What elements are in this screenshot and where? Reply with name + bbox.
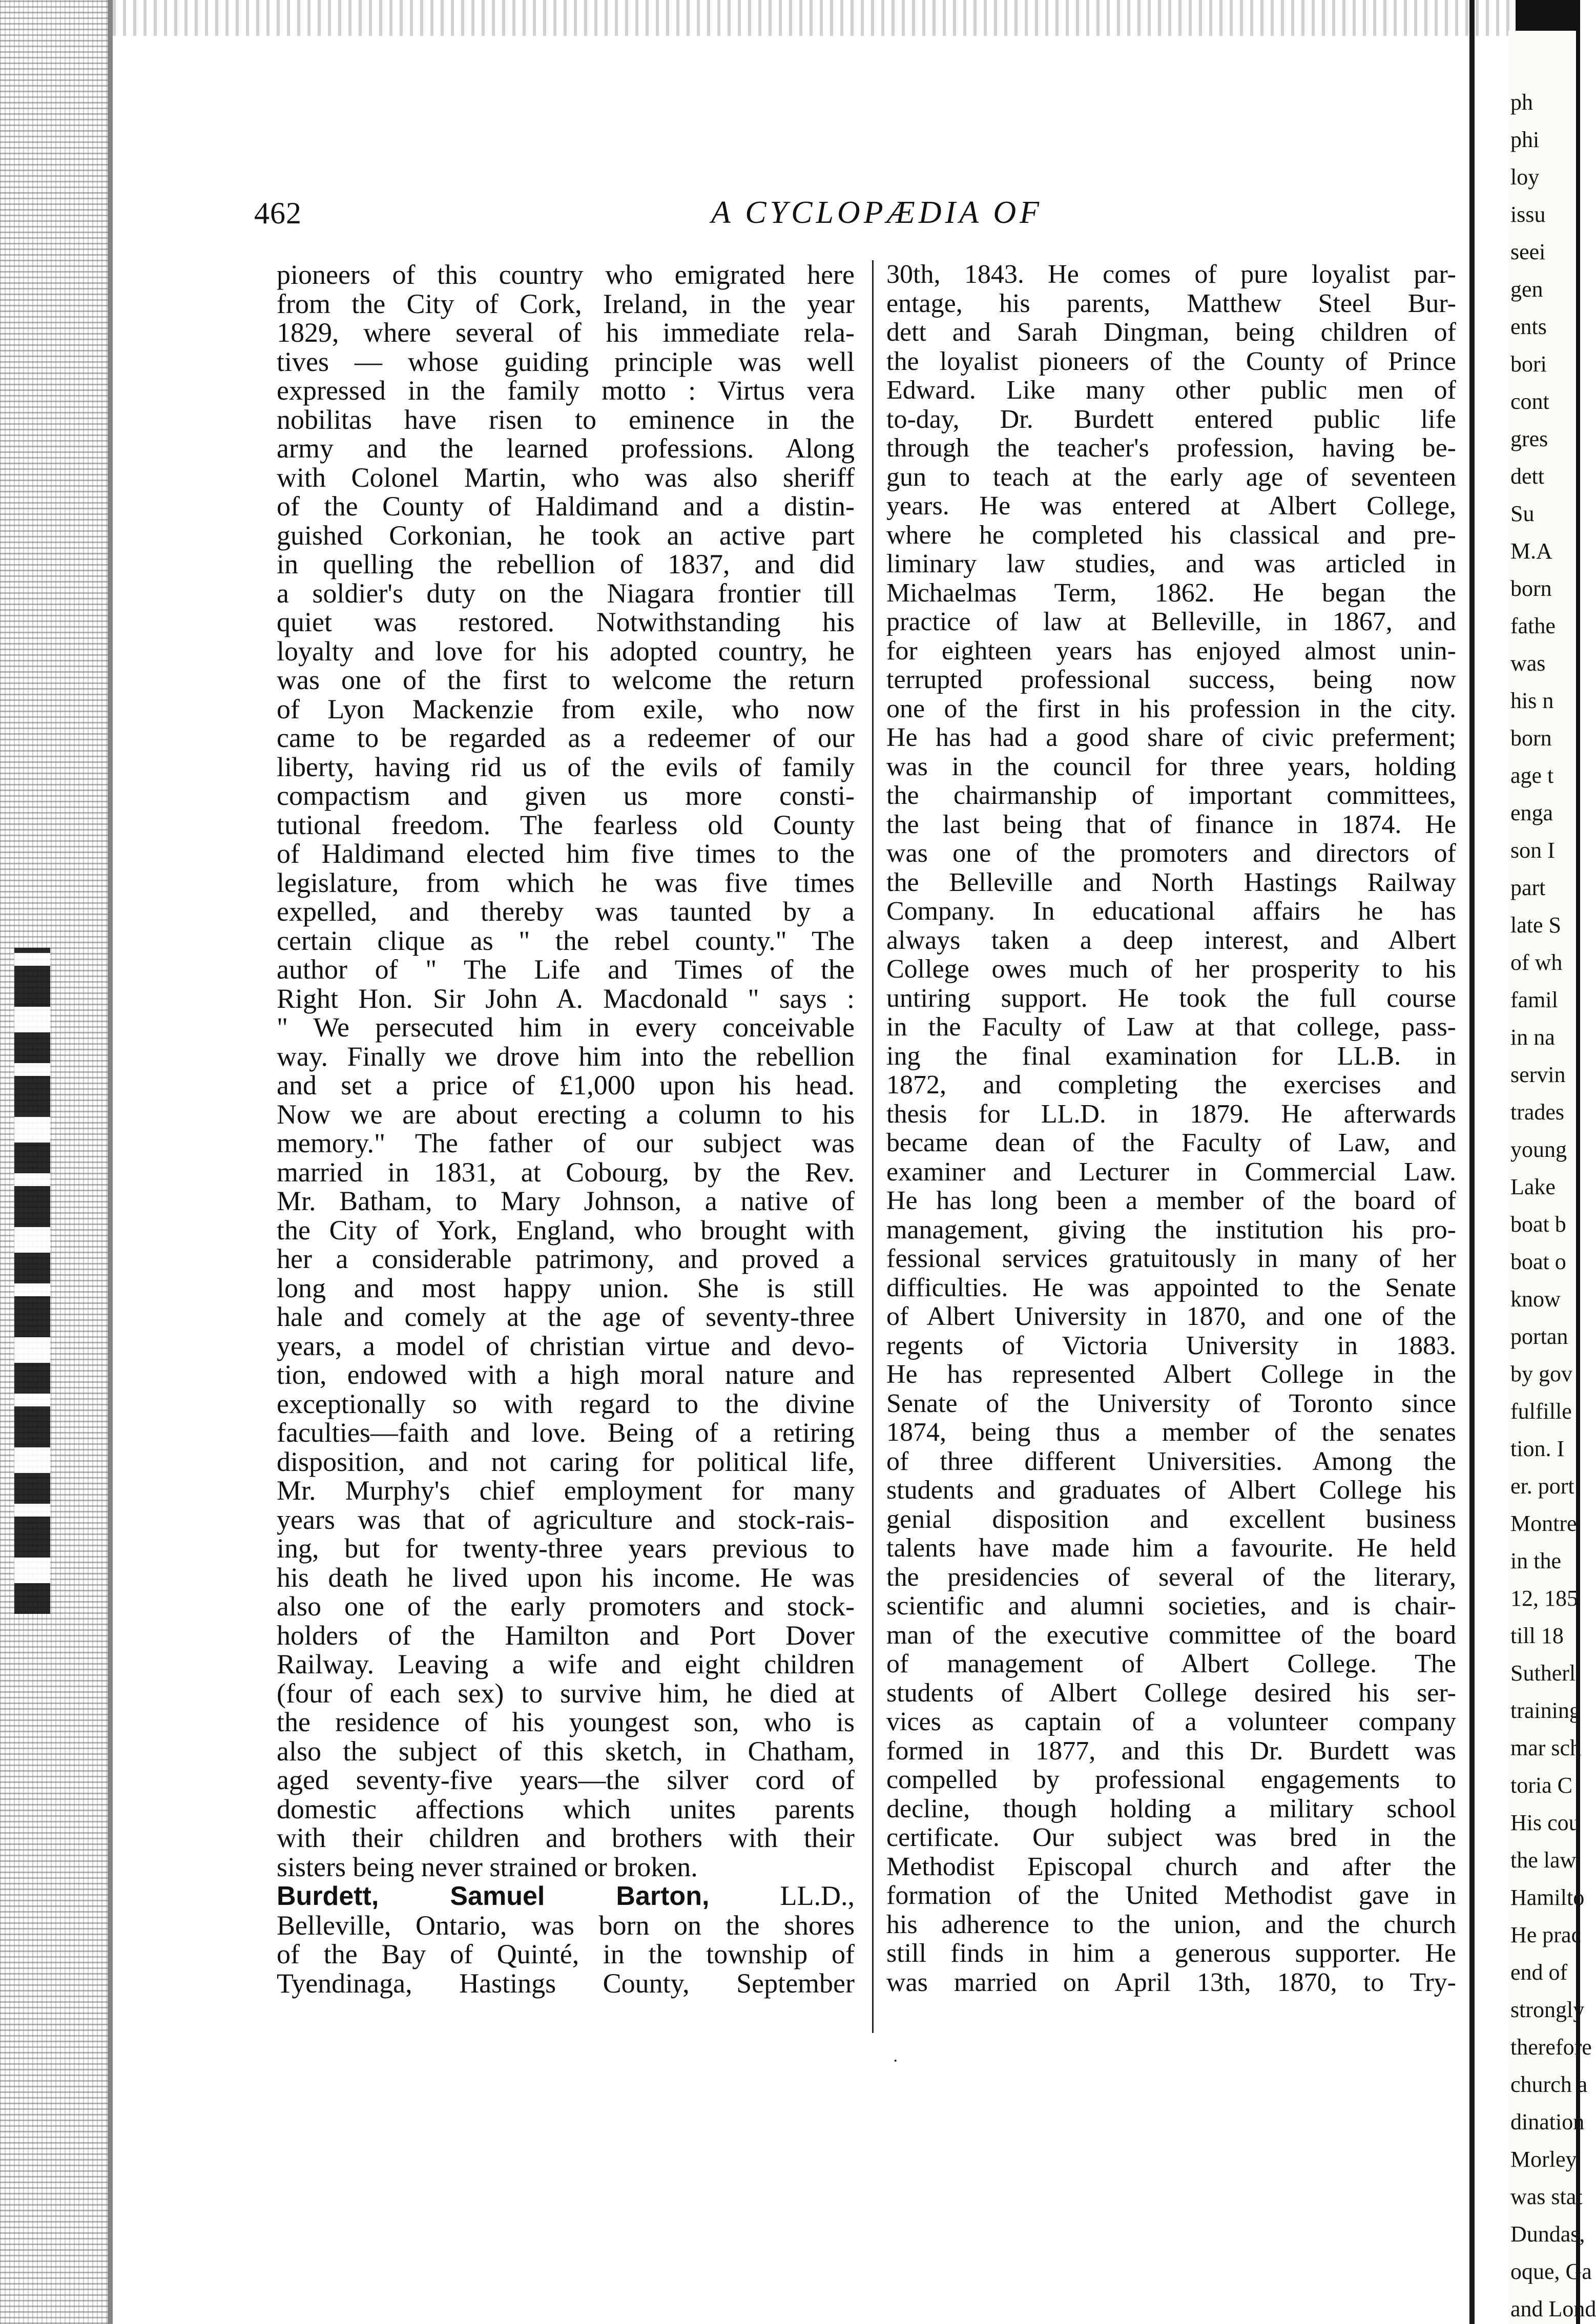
text-line: Right Hon. Sir John A. Macdonald " says : — [277, 983, 855, 1014]
text-line: domestic affections which unites parents — [277, 1793, 855, 1824]
text-line: pioneers of this country who emigrated here — [277, 259, 855, 290]
fragment-line: end of — [1510, 1960, 1568, 1985]
text-line: talents have made him a favourite. He held — [886, 1533, 1456, 1563]
fragment-line: the law — [1510, 1848, 1577, 1873]
fragment-line: trades — [1510, 1099, 1565, 1125]
text-line: the chairmanship of important committees, — [886, 781, 1456, 810]
fragment-line: by gov — [1510, 1361, 1572, 1386]
text-line: to-day, Dr. Burdett entered public life — [886, 404, 1456, 434]
text-line: of the County of Haldimand and a distin- — [277, 491, 855, 522]
fragment-line: Lake — [1510, 1174, 1556, 1199]
text-line: was in the council for three years, holding — [886, 752, 1456, 781]
text-line: man of the executive committee of the board — [886, 1620, 1456, 1650]
entry-heading — [277, 1881, 855, 1911]
text-line: regents of Victoria University in 1883. — [886, 1331, 1456, 1360]
text-line: of the Bay of Quinté, in the township of — [277, 1939, 855, 1969]
text-line: her a considerable patrimony, and proved a — [277, 1243, 855, 1274]
text-line: married in 1831, at Cobourg, by the Rev. — [277, 1156, 855, 1188]
fragment-line: in na — [1510, 1025, 1555, 1050]
fragment-line: in the — [1510, 1548, 1561, 1573]
text-line: ing, but for twenty-three years previous to — [277, 1533, 855, 1564]
text-line: scientific and alumni societies, and is chair- — [886, 1591, 1456, 1621]
text-line: Belleville, Ontario, was born on the shores — [277, 1910, 855, 1941]
text-line: was one of the promoters and directors of — [886, 839, 1456, 868]
text-line: where he completed his classical and pre- — [886, 520, 1456, 550]
fragment-line: Hamilto — [1510, 1885, 1585, 1910]
text-line: He has represented Albert College in the — [886, 1360, 1456, 1389]
text-line: Mr. Batham, to Mary Johnson, a native of — [277, 1186, 855, 1216]
text-line: a soldier's duty on the Niagara frontier till — [277, 577, 855, 609]
text-line: tion, endowed with a high moral nature and — [277, 1359, 855, 1390]
text-line: He has had a good share of civic preferment; — [886, 723, 1456, 752]
text-line: the residence of his youngest son, who is — [277, 1707, 855, 1737]
text-line: in the Faculty of Law at that college, pass- — [886, 1012, 1456, 1042]
text-line: Senate of the University of Toronto since — [886, 1388, 1456, 1418]
fragment-line: enga — [1510, 800, 1553, 825]
text-line: College owes much of her prosperity to his — [886, 955, 1456, 984]
fragment-line: phi — [1510, 127, 1540, 152]
text-line: came to be regarded as a redeemer of our — [277, 722, 855, 753]
fragment-line: till 18 — [1510, 1623, 1564, 1648]
text-line: and set a price of £1,000 upon his head. — [277, 1070, 855, 1101]
fragment-line: loy — [1510, 164, 1540, 190]
fragment-line: dination — [1510, 2109, 1585, 2134]
text-line: certain clique as " the rebel county." The — [277, 925, 855, 956]
text-line: vices as captain of a volunteer company — [886, 1707, 1456, 1736]
text-line: memory." The father of our subject was — [277, 1128, 855, 1158]
text-line: certificate. Our subject was bred in the — [886, 1823, 1456, 1852]
fragment-line: church a — [1510, 2072, 1588, 2097]
fragment-line: gres — [1510, 426, 1548, 451]
fragment-line: therefore — [1510, 2035, 1592, 2060]
text-line: Methodist Episcopal church and after the — [886, 1852, 1456, 1881]
text-line: legislature, from which he was five times — [277, 867, 855, 898]
text-line: the City of York, England, who brought with — [277, 1214, 855, 1246]
text-line: army and the learned professions. Along — [277, 433, 855, 464]
fragment-line: er. port — [1510, 1474, 1574, 1499]
fragment-line: born — [1510, 725, 1552, 751]
fragment-line: dett — [1510, 464, 1544, 489]
fragment-line: issu — [1510, 202, 1546, 227]
text-line: always taken a deep interest, and Albert — [886, 925, 1456, 955]
fragment-line: born — [1510, 576, 1552, 601]
fragment-line: late S — [1510, 912, 1561, 938]
text-line: thesis for LL.D. in 1879. He afterwards — [886, 1099, 1456, 1129]
fragment-line: toria C — [1510, 1773, 1572, 1798]
text-line: guished Corkonian, he took an active part — [277, 520, 855, 551]
text-line: 1872, and completing the exercises and — [886, 1070, 1456, 1099]
fragment-line: boat o — [1510, 1249, 1566, 1274]
text-line: compactism and given us more consti- — [277, 780, 855, 811]
fragment-line: seei — [1510, 239, 1546, 264]
fragment-line: famil — [1510, 987, 1558, 1012]
page-number: 462 — [254, 196, 302, 230]
text-line: difficulties. He was appointed to the Senate — [886, 1273, 1456, 1302]
text-line: sisters being never strained or broken. — [277, 1851, 698, 1882]
text-line: entage, his parents, Matthew Steel Bur- — [886, 288, 1456, 318]
text-line: one of the first in his profession in the city. — [886, 694, 1456, 723]
text-line: Company. In educational affairs he has — [886, 897, 1456, 926]
text-line: exceptionally so with regard to the divine — [277, 1388, 855, 1419]
text-line: also one of the early promoters and stock- — [277, 1591, 855, 1622]
fragment-line: cont — [1510, 389, 1549, 414]
text-line: author of " The Life and Times of the — [277, 954, 855, 985]
scan-top-edge — [113, 0, 1580, 36]
text-line: Railway. Leaving a wife and eight children — [277, 1649, 855, 1679]
fragment-line: portan — [1510, 1324, 1568, 1349]
text-line: of Lyon Mackenzie from exile, who now — [277, 693, 855, 724]
ink-dot: · — [893, 2051, 899, 2070]
text-line: the loyalist pioneers of the County of Prince — [886, 346, 1456, 376]
text-line: expressed in the family motto : Virtus vera — [277, 375, 855, 406]
text-line: was married on April 13th, 1870, to Try- — [886, 1967, 1456, 1997]
text-line: long and most happy union. She is still — [277, 1272, 855, 1303]
text-line: tutional freedom. The fearless old County — [277, 809, 855, 840]
text-line: of three different Universities. Among the — [886, 1446, 1456, 1476]
fragment-line: part — [1510, 875, 1546, 900]
text-line: compelled by professional engagements to — [886, 1765, 1456, 1794]
text-line: years. He was entered at Albert College, — [886, 491, 1456, 521]
text-line: holders of the Hamilton and Port Dover — [277, 1620, 855, 1651]
fragment-line: fulfille — [1510, 1399, 1572, 1424]
fragment-line: mar sch — [1510, 1735, 1582, 1760]
entry-name: Burdett, Samuel Barton, — [277, 1881, 710, 1911]
fragment-line: gen — [1510, 277, 1543, 302]
text-line: " We persecuted him in every conceivable — [277, 1012, 855, 1043]
scan-binding-marks — [14, 948, 50, 1614]
text-line: formed in 1877, and this Dr. Burdett was — [886, 1736, 1456, 1766]
fragment-line: fathe — [1510, 613, 1556, 638]
text-line: for eighteen years has enjoyed almost unin- — [886, 636, 1456, 666]
adjacent-page-fragment — [1508, 31, 1596, 2324]
left-column — [277, 260, 855, 1998]
fragment-line: ents — [1510, 314, 1547, 339]
text-line: formation of the United Methodist gave in — [886, 1881, 1456, 1910]
text-line: liberty, having rid us of the evils of family — [277, 751, 855, 782]
text-line: examiner and Lecturer in Commercial Law. — [886, 1157, 1456, 1187]
text-line: students of Albert College desired his ser- — [886, 1678, 1456, 1708]
entry-degree: LL.D., — [709, 1880, 855, 1911]
text-line: practice of law at Belleville, in 1867, and — [886, 607, 1456, 636]
text-line: the Belleville and North Hastings Railway — [886, 867, 1456, 897]
text-line: way. Finally we drove him into the rebellion — [277, 1041, 855, 1072]
text-line: expelled, and thereby was taunted by a — [277, 896, 855, 927]
running-head: A CYCLOPÆDIA OF — [711, 195, 1043, 230]
text-line: of Haldimand elected him five times to the — [277, 838, 855, 869]
text-line: tives — whose guiding principle was well — [277, 346, 855, 377]
text-line: fessional services gratuitously in many of her — [886, 1244, 1456, 1273]
text-line: terrupted professional success, being now — [886, 665, 1456, 694]
fragment-line: tion. I — [1510, 1436, 1565, 1461]
text-line: He has long been a member of the board of — [886, 1186, 1456, 1215]
text-line: his death he lived upon his income. He was — [277, 1562, 855, 1593]
text-line: Mr. Murphy's chief employment for many — [277, 1475, 855, 1506]
fragment-line: He prac — [1510, 1922, 1582, 1947]
text-line: dett and Sarah Dingman, being children of — [886, 318, 1456, 347]
fragment-line: M.A — [1510, 538, 1552, 564]
text-line: faculties—faith and love. Being of a retiring — [277, 1417, 855, 1448]
text-line: students and graduates of Albert College his — [886, 1476, 1456, 1505]
fragment-line: was stat — [1510, 2184, 1583, 2209]
text-line: genial disposition and excellent business — [886, 1504, 1456, 1534]
fragment-line: was — [1510, 651, 1546, 676]
text-line: the last being that of finance in 1874. He — [886, 810, 1456, 839]
fragment-line: son I — [1510, 838, 1555, 863]
page-gutter — [1469, 0, 1475, 2324]
text-line: through the teacher's profession, having be- — [886, 433, 1456, 463]
text-line: became dean of the Faculty of Law, and — [886, 1128, 1456, 1157]
text-line: of Albert University in 1870, and one of the — [886, 1302, 1456, 1331]
fragment-line: oque, Ga — [1510, 2259, 1592, 2284]
text-line: disposition, and not caring for political life, — [277, 1446, 855, 1477]
text-line: 1829, where several of his immediate rela- — [277, 317, 855, 348]
text-line: aged seventy-five years—the silver cord of — [277, 1765, 855, 1795]
fragment-line: of wh — [1510, 950, 1563, 975]
fragment-line: Sutherl — [1510, 1661, 1576, 1686]
text-line: in quelling the rebellion of 1837, and did — [277, 549, 855, 579]
text-line: nobilitas have risen to eminence in the — [277, 404, 855, 435]
right-column — [886, 260, 1456, 1997]
column-divider — [872, 260, 874, 2033]
text-line: Michaelmas Term, 1862. He began the — [886, 578, 1456, 608]
text-line: from the City of Cork, Ireland, in the year — [277, 288, 855, 319]
fragment-line: strongly — [1510, 1997, 1585, 2022]
fragment-line: Dundas, — [1510, 2222, 1585, 2247]
fragment-line: ph — [1510, 90, 1533, 115]
fragment-line: boat b — [1510, 1212, 1566, 1237]
text-line: his adherence to the union, and the church — [886, 1910, 1456, 1939]
text-line: the presidencies of several of the literary, — [886, 1562, 1456, 1592]
fragment-line: servin — [1510, 1062, 1566, 1087]
text-line: years was that of agriculture and stock-rais- — [277, 1504, 855, 1535]
text-line: Now we are about erecting a column to his — [277, 1098, 855, 1130]
fragment-line: young — [1510, 1137, 1567, 1162]
fragment-line: age t — [1510, 763, 1554, 788]
text-line: with Colonel Martin, who was also sheriff — [277, 462, 855, 493]
text-line: with their children and brothers with their — [277, 1822, 855, 1853]
text-line: ing the final examination for LL.B. in — [886, 1041, 1456, 1071]
text-line: gun to teach at the early age of seventeen — [886, 462, 1456, 492]
text-line: quiet was restored. Notwithstanding his — [277, 607, 855, 637]
text-line: loyalty and love for his adopted country, he — [277, 635, 855, 667]
text-line: still finds in him a generous supporter. He — [886, 1939, 1456, 1968]
fragment-line: 12, 185 — [1510, 1586, 1578, 1611]
text-line: was one of the first to welcome the return — [277, 665, 855, 695]
text-line: of management of Albert College. The — [886, 1649, 1456, 1678]
text-line: 1874, being thus a member of the senates — [886, 1418, 1456, 1447]
fragment-line: and Lond — [1510, 2296, 1596, 2321]
fragment-line: Montre — [1510, 1511, 1577, 1536]
fragment-line: his n — [1510, 688, 1554, 713]
text-line: liminary law studies, and was articled in — [886, 549, 1456, 578]
text-line: management, giving the institution his pro- — [886, 1215, 1456, 1244]
text-line: Edward. Like many other public men of — [886, 376, 1456, 405]
text-line: (four of each sex) to survive him, he died at — [277, 1677, 855, 1709]
text-line: also the subject of this sketch, in Chatham, — [277, 1735, 855, 1767]
fragment-line: Morley — [1510, 2147, 1577, 2172]
fragment-line: His cou — [1510, 1810, 1580, 1835]
text-line: 30th, 1843. He comes of pure loyalist par- — [886, 260, 1456, 289]
text-line: untiring support. He took the full course — [886, 983, 1456, 1013]
text-line: years, a model of christian virtue and devo- — [277, 1330, 855, 1361]
fragment-line: bori — [1510, 351, 1547, 377]
fragment-line: training — [1510, 1698, 1581, 1723]
text-line: decline, though holding a military school — [886, 1794, 1456, 1823]
text-line: hale and comely at the age of seventy-three — [277, 1301, 855, 1332]
text-line: Tyendinaga, Hastings County, September — [277, 1967, 855, 1999]
fragment-line: know — [1510, 1287, 1561, 1312]
fragment-line: Su — [1510, 501, 1535, 526]
